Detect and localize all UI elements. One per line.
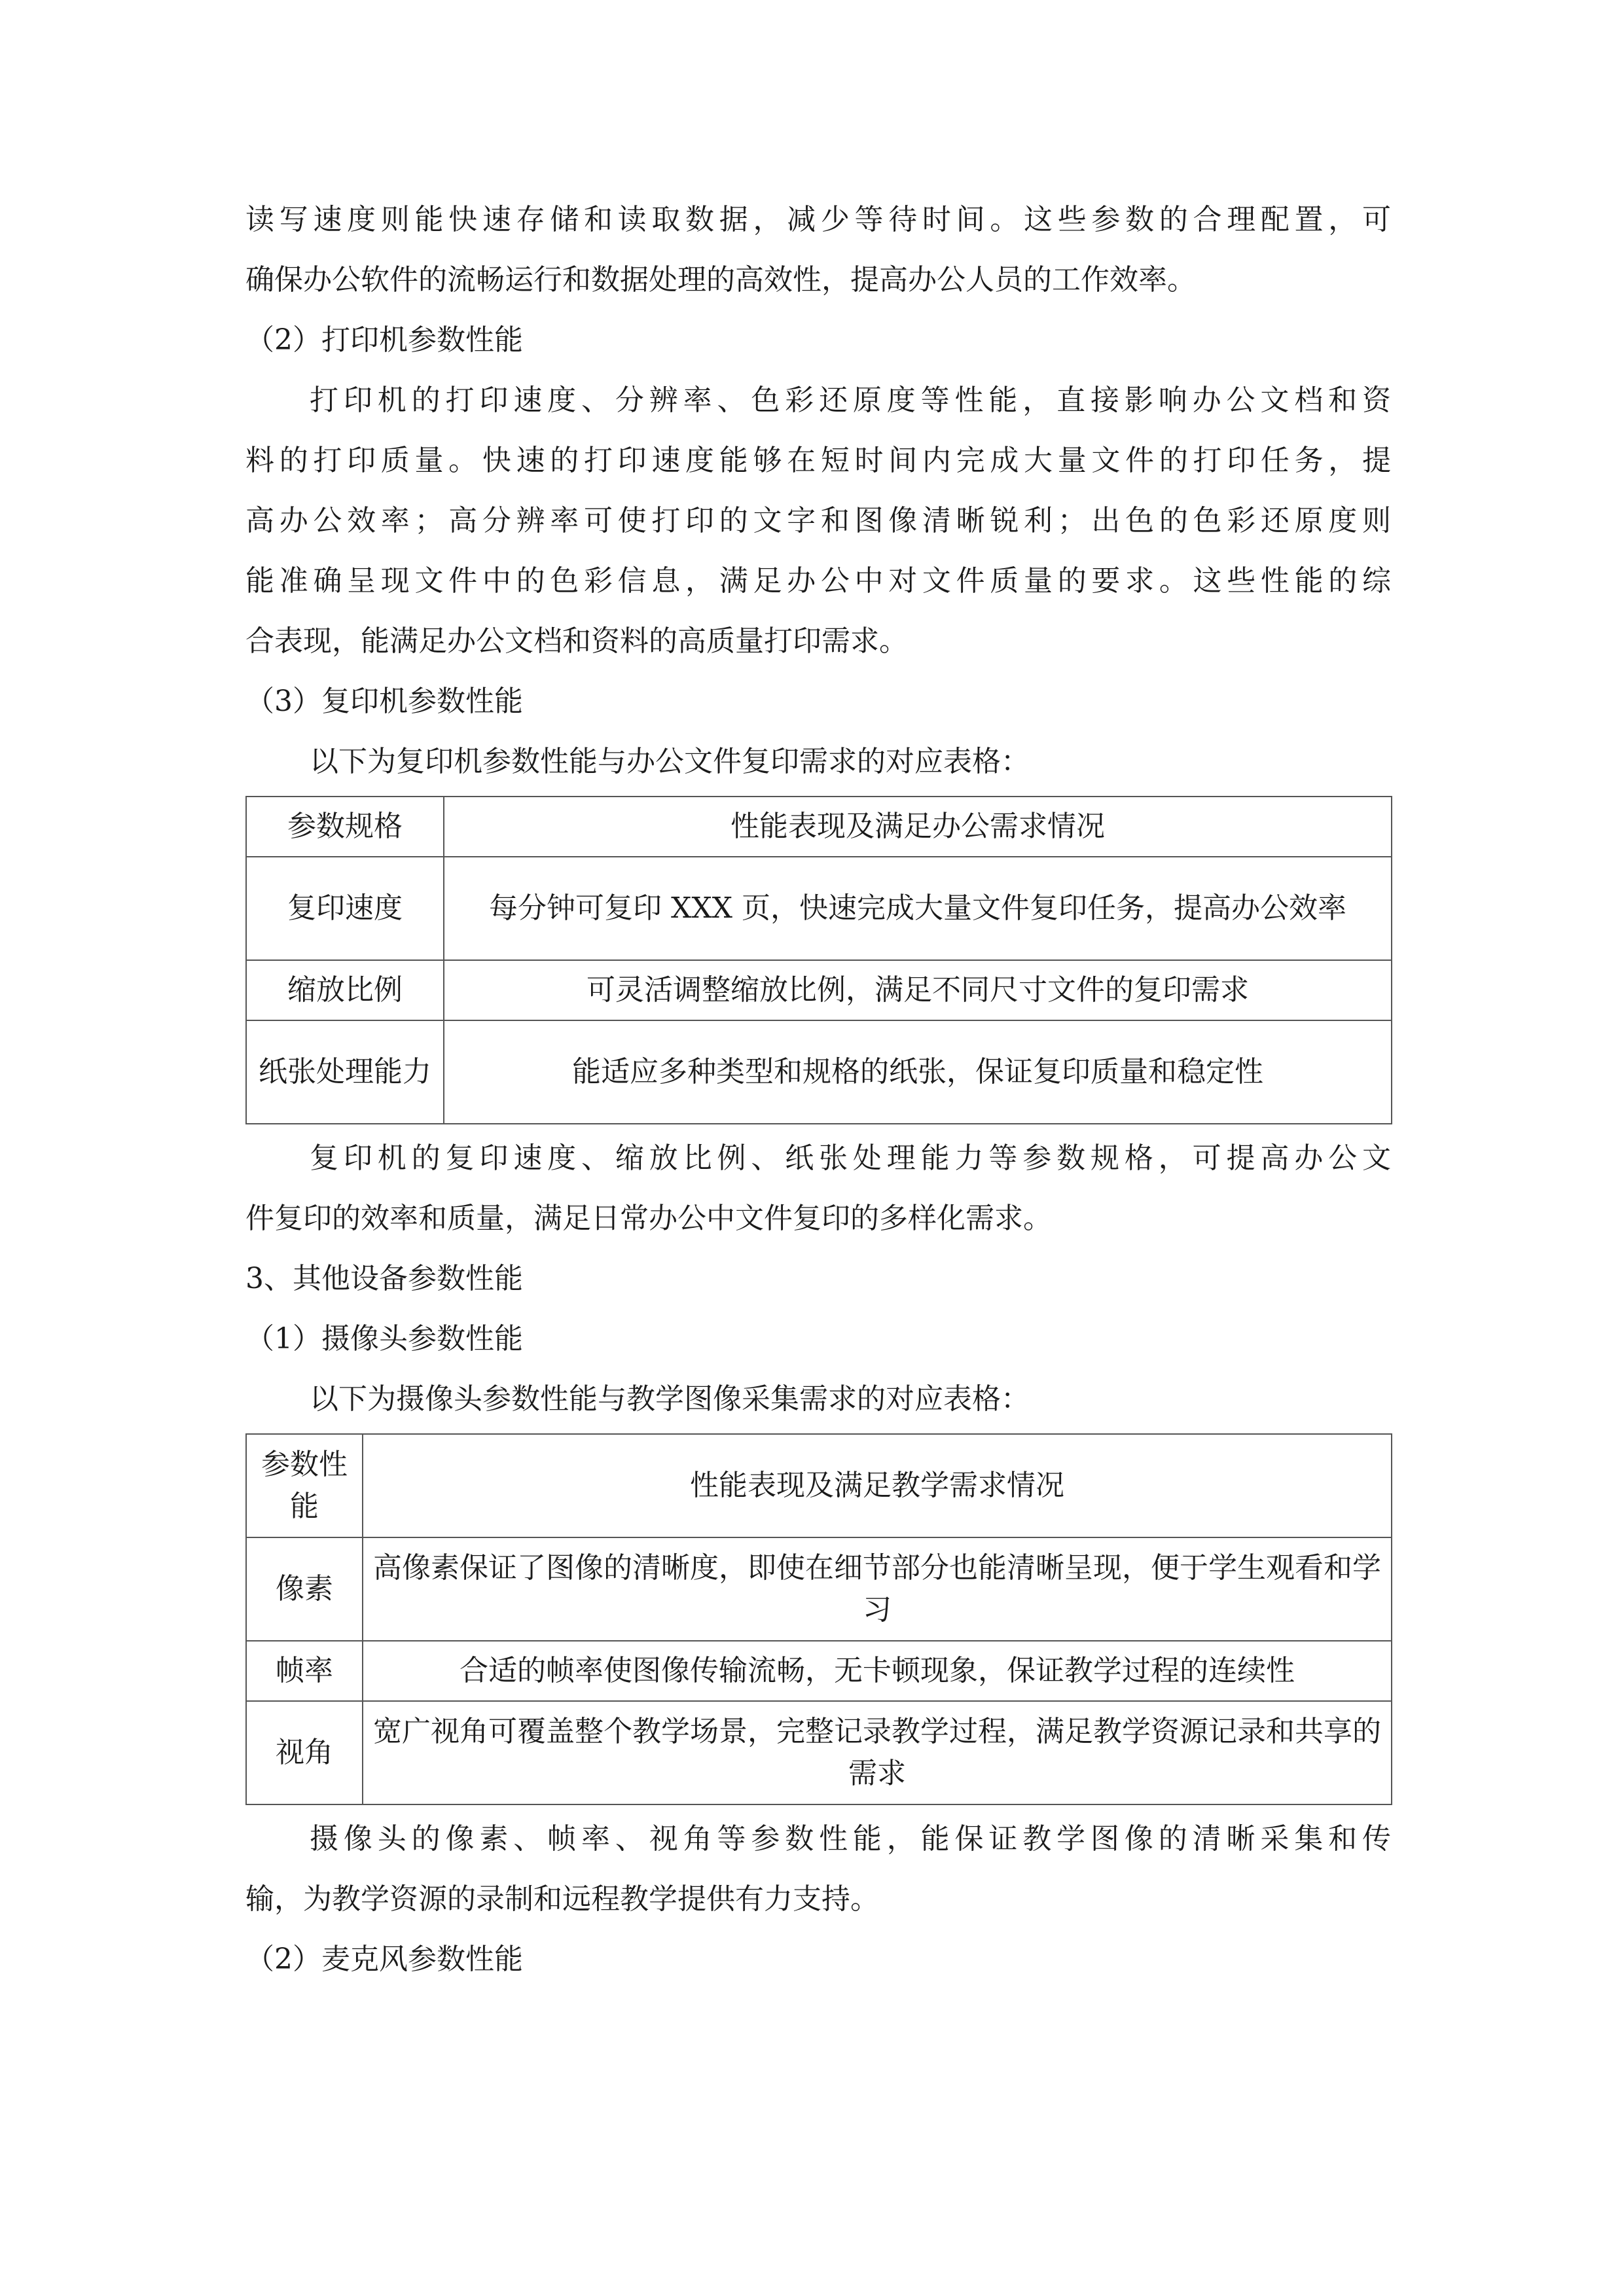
table-cell-desc: 宽广视角可覆盖整个教学场景，完整记录教学过程，满足教学资源记录和共享的需求 xyxy=(363,1701,1392,1804)
paragraph-line: 读写速度则能快速存储和读取数据，减少等待时间。这些参数的合理配置，可 xyxy=(245,203,1391,236)
table-header-row xyxy=(246,797,1392,857)
paragraph-line: 料的打印质量。快速的打印速度能够在短时间内完成大量文件的打印任务，提 xyxy=(245,444,1391,477)
paragraph-line: 件复印的效率和质量，满足日常办公中文件复印的多样化需求。 xyxy=(245,1202,1052,1235)
table-row xyxy=(246,1020,1392,1124)
table-cell-desc: 能适应多种类型和规格的纸张，保证复印质量和稳定性 xyxy=(444,1020,1392,1124)
section-heading-printer: （2）打印机参数性能 xyxy=(245,323,523,357)
paragraph-line: 合表现，能满足办公文档和资料的高质量打印需求。 xyxy=(245,624,908,658)
camera-table xyxy=(245,1433,1392,1805)
document-page xyxy=(245,190,1391,1990)
table-header-row xyxy=(246,1434,1392,1537)
table-cell-desc: 合适的帧率使图像传输流畅，无卡顿现象，保证教学过程的连续性 xyxy=(363,1641,1392,1701)
table-row xyxy=(246,1641,1392,1701)
table-header-cell: 参数性能 xyxy=(246,1434,363,1537)
section-heading-other-devices: 3、其他设备参数性能 xyxy=(245,1262,523,1295)
section-heading-copier: （3）复印机参数性能 xyxy=(245,685,523,718)
paragraph-line: 能准确呈现文件中的色彩信息，满足办公中对文件质量的要求。这些性能的综 xyxy=(245,564,1391,598)
table-intro-camera: 以下为摄像头参数性能与教学图像采集需求的对应表格： xyxy=(310,1382,1030,1416)
paragraph-line: 高办公效率；高分辨率可使打印的文字和图像清晰锐利；出色的色彩还原度则 xyxy=(245,504,1391,537)
section-heading-microphone: （2）麦克风参数性能 xyxy=(245,1943,523,1976)
paragraph-line: 复印机的复印速度、缩放比例、纸张处理能力等参数规格，可提高办公文 xyxy=(310,1141,1391,1175)
table-cell-param: 帧率 xyxy=(246,1641,363,1701)
table-row xyxy=(246,960,1392,1020)
table-cell-param: 缩放比例 xyxy=(246,960,444,1020)
table-header-cell: 性能表现及满足教学需求情况 xyxy=(363,1434,1392,1537)
paragraph-line: 确保办公软件的流畅运行和数据处理的高效性，提高办公人员的工作效率。 xyxy=(245,263,1196,296)
table-cell-param: 纸张处理能力 xyxy=(246,1020,444,1124)
copier-table xyxy=(245,796,1392,1124)
table-cell-param: 复印速度 xyxy=(246,857,444,960)
table-cell-desc: 可灵活调整缩放比例，满足不同尺寸文件的复印需求 xyxy=(444,960,1392,1020)
section-heading-camera: （1）摄像头参数性能 xyxy=(245,1322,523,1355)
table-cell-desc: 高像素保证了图像的清晰度，即使在细节部分也能清晰呈现，便于学生观看和学习 xyxy=(363,1537,1392,1641)
table-header-cell: 性能表现及满足办公需求情况 xyxy=(444,797,1392,857)
table-row xyxy=(246,857,1392,960)
paragraph-line: 输，为教学资源的录制和远程教学提供有力支持。 xyxy=(245,1882,879,1916)
table-row xyxy=(246,1701,1392,1804)
paragraph-line: 打印机的打印速度、分辨率、色彩还原度等性能，直接影响办公文档和资 xyxy=(310,384,1391,417)
table-row xyxy=(246,1537,1392,1641)
table-cell-desc: 每分钟可复印 XXX 页，快速完成大量文件复印任务，提高办公效率 xyxy=(444,857,1392,960)
table-intro-copier: 以下为复印机参数性能与办公文件复印需求的对应表格： xyxy=(310,745,1030,778)
table-cell-param: 视角 xyxy=(246,1701,363,1804)
table-cell-param: 像素 xyxy=(246,1537,363,1641)
paragraph-line: 摄像头的像素、帧率、视角等参数性能，能保证教学图像的清晰采集和传 xyxy=(310,1822,1391,1856)
table-header-cell: 参数规格 xyxy=(246,797,444,857)
